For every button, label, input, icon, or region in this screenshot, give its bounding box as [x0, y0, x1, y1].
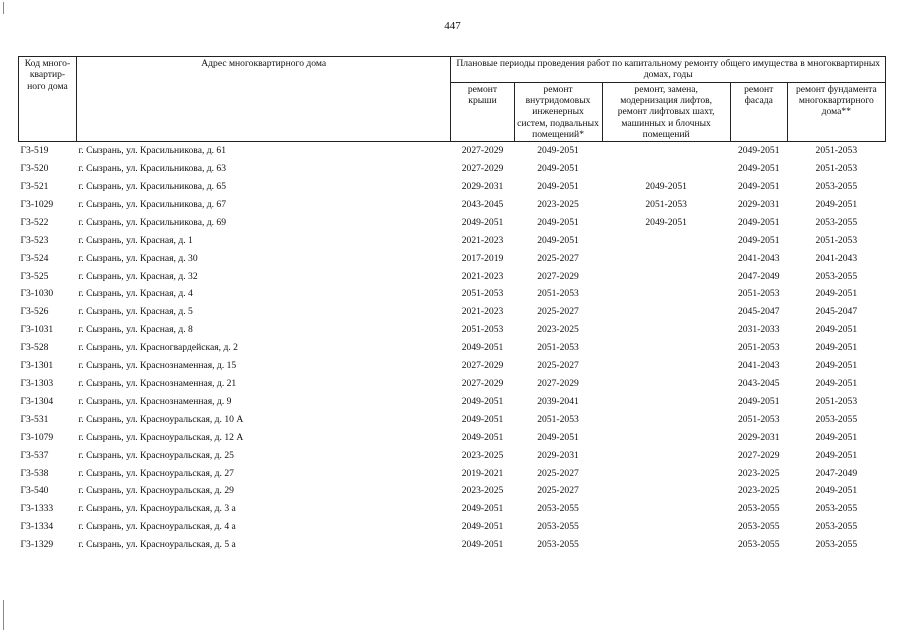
cell-address: г. Сызрань, ул. Красильникова, д. 63 [78, 163, 227, 175]
cell-engineering: 2025-2027 [537, 360, 579, 372]
cell-lifts [602, 482, 730, 500]
cell-foundation: 2047-2049 [815, 467, 858, 479]
cell-lifts [602, 303, 730, 321]
cell-lifts [602, 250, 730, 268]
cell-code: Г3-1079 [20, 431, 54, 443]
cell-engineering: 2025-2027 [537, 306, 579, 318]
cell-engineering: 2051-2053 [537, 288, 579, 300]
cell-lifts [602, 375, 730, 393]
cell-lifts [602, 393, 730, 411]
cell-lifts [602, 142, 730, 160]
cell-roof: 2051-2053 [461, 288, 504, 300]
cell-code: Г3-540 [20, 485, 49, 497]
cell-engineering: 2025-2027 [537, 485, 579, 497]
cell-facade: 2043-2045 [737, 377, 780, 389]
cell-facade: 2029-2031 [737, 198, 780, 210]
cell-lifts [602, 536, 730, 554]
cell-code: Г3-521 [20, 181, 49, 192]
table-row [19, 285, 886, 303]
cell-engineering: 2053-2055 [537, 521, 579, 533]
cell-roof: 2023-2025 [461, 485, 504, 497]
cell-engineering: 2023-2025 [537, 324, 579, 336]
cell-code: Г3-523 [20, 234, 49, 246]
cell-foundation: 2051-2053 [815, 234, 858, 246]
cell-facade: 2023-2025 [737, 485, 780, 497]
cell-address: г. Сызрань, ул. Красильникова, д. 61 [78, 145, 227, 157]
cell-code: Г3-1029 [20, 198, 54, 210]
cell-foundation: 2049-2051 [815, 324, 858, 336]
table-row [19, 393, 886, 411]
cell-lifts [602, 411, 730, 429]
cell-roof: 2023-2025 [461, 449, 504, 461]
cell-foundation: 2053-2055 [815, 270, 858, 282]
cell-engineering: 2049-2051 [537, 431, 579, 443]
cell-engineering: 2025-2027 [537, 252, 579, 264]
col-header-lifts: ремонт, замена, модернизация лифтов, ремонт лифтовых шахт, машинных и блочных помещений [602, 82, 730, 142]
cell-code: Г3-1031 [20, 324, 54, 336]
cell-facade: 2049-2051 [737, 145, 780, 157]
cell-lifts [602, 518, 730, 536]
cell-facade: 2051-2053 [737, 413, 780, 425]
cell-roof: 2021-2023 [461, 306, 504, 318]
table-row [19, 268, 886, 286]
table-row [19, 357, 886, 375]
table-row [19, 482, 886, 500]
cell-engineering: 2053-2055 [537, 503, 579, 515]
cell-code: Г3-537 [20, 449, 49, 461]
cell-roof: 2043-2045 [461, 198, 504, 210]
cell-code: Г3-1303 [20, 377, 54, 389]
col-header-roof: ремонт крыши [451, 82, 514, 142]
cell-address: г. Сызрань, ул. Красноуральская, д. 10 А [78, 413, 244, 425]
cell-engineering: 2051-2053 [537, 342, 579, 354]
cell-roof: 2049-2051 [461, 503, 504, 515]
cell-engineering: 2027-2029 [537, 377, 579, 389]
cell-foundation: 2053-2055 [815, 216, 858, 228]
table-row [19, 178, 886, 196]
cell-foundation: 2041-2043 [815, 252, 858, 264]
cell-roof: 2049-2051 [461, 342, 504, 354]
cell-code: Г3-519 [20, 145, 49, 157]
cell-code: Г3-1329 [20, 539, 54, 551]
cell-foundation: 2049-2051 [815, 360, 858, 372]
cell-foundation: 2051-2053 [815, 145, 858, 157]
table-row [19, 429, 886, 447]
cell-foundation: 2045-2047 [815, 306, 858, 318]
cell-lifts [602, 339, 730, 357]
cell-address: г. Сызрань, ул. Красильникова, д. 65 [78, 181, 227, 192]
cell-address: г. Сызрань, ул. Красноуральская, д. 4 а [78, 521, 236, 533]
cell-facade: 2045-2047 [737, 306, 780, 318]
cell-address: г. Сызрань, ул. Красноуральская, д. 3 а [78, 503, 236, 515]
cell-foundation: 2053-2055 [815, 413, 858, 425]
table-row [19, 375, 886, 393]
cell-engineering: 2049-2051 [537, 234, 579, 246]
cell-lifts [602, 465, 730, 483]
cell-foundation: 2049-2051 [815, 449, 858, 461]
cell-address: г. Сызрань, ул. Красногвардейская, д. 2 [78, 342, 238, 354]
table-row [19, 536, 886, 554]
cell-address: г. Сызрань, ул. Краснознаменная, д. 15 [78, 360, 237, 372]
cell-engineering: 2039-2041 [537, 395, 579, 407]
cell-lifts [602, 285, 730, 303]
cell-engineering: 2049-2051 [537, 216, 579, 228]
cell-foundation: 2053-2055 [815, 181, 858, 192]
cell-foundation: 2049-2051 [815, 342, 858, 354]
cell-code: Г3-1334 [20, 521, 54, 533]
cell-code: Г3-538 [20, 467, 49, 479]
cell-address: г. Сызрань, ул. Красноуральская, д. 25 [78, 449, 234, 461]
cell-facade: 2023-2025 [737, 467, 780, 479]
cell-lifts [602, 500, 730, 518]
cell-roof: 2049-2051 [461, 539, 504, 551]
cell-code: Г3-522 [20, 216, 49, 228]
cell-facade: 2049-2051 [737, 216, 780, 228]
cell-code: Г3-520 [20, 163, 49, 175]
cell-facade: 2053-2055 [737, 503, 780, 515]
table-body [19, 142, 886, 554]
cell-facade: 2041-2043 [737, 360, 780, 372]
cell-roof: 2019-2021 [461, 467, 504, 479]
table-row [19, 250, 886, 268]
table-row [19, 465, 886, 483]
cell-facade: 2031-2033 [737, 324, 780, 336]
col-header-foundation: ремонт фундамента многоквартирного дома** [787, 82, 885, 142]
cell-roof: 2049-2051 [461, 431, 504, 443]
cell-code: Г3-1304 [20, 395, 54, 407]
table-row [19, 303, 886, 321]
cell-facade: 2049-2051 [737, 395, 780, 407]
table-row [19, 411, 886, 429]
cell-roof: 2049-2051 [461, 216, 504, 228]
cell-code: Г3-524 [20, 252, 49, 264]
cell-facade: 2027-2029 [737, 449, 780, 461]
cell-roof: 2029-2031 [461, 181, 504, 192]
cell-address: г. Сызрань, ул. Красная, д. 32 [78, 270, 198, 282]
cell-code: Г3-531 [20, 413, 49, 425]
scan-edge-mark [3, 600, 4, 630]
table-row [19, 447, 886, 465]
cell-engineering: 2051-2053 [537, 413, 579, 425]
cell-engineering: 2049-2051 [537, 163, 579, 175]
cell-foundation: 2049-2051 [815, 288, 858, 300]
cell-engineering: 2025-2027 [537, 467, 579, 479]
cell-address: г. Сызрань, ул. Краснознаменная, д. 9 [78, 395, 232, 407]
cell-foundation: 2049-2051 [815, 485, 858, 497]
cell-facade: 2041-2043 [737, 252, 780, 264]
cell-lifts: 2049-2051 [645, 216, 687, 228]
cell-engineering: 2049-2051 [537, 181, 579, 192]
scan-edge-mark [3, 2, 4, 14]
cell-engineering: 2027-2029 [537, 270, 579, 282]
table-row [19, 339, 886, 357]
col-header-address: Адрес многоквартирного дома [76, 57, 451, 142]
page-number: 447 [444, 20, 461, 32]
cell-lifts [602, 160, 730, 178]
cell-facade: 2053-2055 [737, 539, 780, 551]
cell-foundation: 2053-2055 [815, 503, 858, 515]
cell-lifts [602, 321, 730, 339]
cell-roof: 2027-2029 [461, 360, 504, 372]
cell-engineering: 2029-2031 [537, 449, 579, 461]
cell-lifts [602, 429, 730, 447]
cell-engineering: 2053-2055 [537, 539, 579, 551]
cell-address: г. Сызрань, ул. Красильникова, д. 67 [78, 198, 227, 210]
cell-lifts: 2049-2051 [645, 181, 687, 192]
cell-code: Г3-526 [20, 306, 49, 318]
cell-foundation: 2051-2053 [815, 163, 858, 175]
cell-address: г. Сызрань, ул. Краснознаменная, д. 21 [78, 377, 237, 389]
cell-lifts [602, 232, 730, 250]
cell-lifts [602, 268, 730, 286]
cell-lifts: 2051-2053 [645, 198, 687, 210]
cell-foundation: 2053-2055 [815, 539, 858, 551]
cell-facade: 2053-2055 [737, 521, 780, 533]
cell-address: г. Сызрань, ул. Красная, д. 1 [78, 234, 193, 246]
cell-foundation: 2049-2051 [815, 198, 858, 210]
cell-code: Г3-525 [20, 270, 49, 282]
table-row [19, 518, 886, 536]
cell-facade: 2051-2053 [737, 342, 780, 354]
cell-engineering: 2023-2025 [537, 198, 579, 210]
cell-address: г. Сызрань, ул. Красноуральская, д. 5 а [78, 539, 236, 551]
cell-foundation: 2051-2053 [815, 395, 858, 407]
cell-facade: 2049-2051 [737, 181, 780, 192]
cell-code: Г3-1301 [20, 360, 54, 372]
cell-lifts [602, 357, 730, 375]
col-header-engineering: ремонт внутридомовых инженерных систем, подвальных помещений* [514, 82, 602, 142]
table-row [19, 500, 886, 518]
cell-address: г. Сызрань, ул. Красноуральская, д. 12 А [78, 431, 244, 443]
cell-foundation: 2049-2051 [815, 377, 858, 389]
cell-roof: 2049-2051 [461, 395, 504, 407]
cell-address: г. Сызрань, ул. Красная, д. 5 [78, 306, 193, 318]
col-header-code: Код много-квартир-ного дома [19, 57, 77, 142]
cell-address: г. Сызрань, ул. Красноуральская, д. 27 [78, 467, 234, 479]
cell-roof: 2051-2053 [461, 324, 504, 336]
cell-code: Г3-1333 [20, 503, 54, 515]
table-row [19, 142, 886, 160]
cell-roof: 2049-2051 [461, 413, 504, 425]
cell-address: г. Сызрань, ул. Красноуральская, д. 29 [78, 485, 234, 497]
cell-engineering: 2049-2051 [537, 145, 579, 157]
cell-facade: 2049-2051 [737, 234, 780, 246]
cell-roof: 2017-2019 [461, 252, 504, 264]
cell-roof: 2049-2051 [461, 521, 504, 533]
cell-roof: 2027-2029 [461, 377, 504, 389]
table-row [19, 214, 886, 232]
cell-foundation: 2049-2051 [815, 431, 858, 443]
cell-roof: 2021-2023 [461, 270, 504, 282]
table-row [19, 196, 886, 214]
col-header-facade: ремонт фасада [730, 82, 787, 142]
cell-roof: 2021-2023 [461, 234, 504, 246]
cell-foundation: 2053-2055 [815, 521, 858, 533]
cell-facade: 2047-2049 [737, 270, 780, 282]
cell-facade: 2029-2031 [737, 431, 780, 443]
cell-roof: 2027-2029 [461, 163, 504, 175]
col-header-periods: Плановые периоды проведения работ по капитальному ремонту общего имущества в многоквартирных домах, годы [451, 57, 886, 83]
cell-roof: 2027-2029 [461, 145, 504, 157]
table-row [19, 232, 886, 250]
cell-address: г. Сызрань, ул. Красная, д. 8 [78, 324, 193, 336]
cell-address: г. Сызрань, ул. Красильникова, д. 69 [78, 216, 227, 228]
repair-schedule-table [18, 56, 886, 554]
cell-code: Г3-1030 [20, 288, 54, 300]
cell-lifts [602, 447, 730, 465]
table-row [19, 321, 886, 339]
cell-address: г. Сызрань, ул. Красная, д. 30 [78, 252, 198, 264]
table-row [19, 160, 886, 178]
cell-code: Г3-528 [20, 342, 49, 354]
cell-facade: 2049-2051 [737, 163, 780, 175]
cell-address: г. Сызрань, ул. Красная, д. 4 [78, 288, 193, 300]
cell-facade: 2051-2053 [737, 288, 780, 300]
